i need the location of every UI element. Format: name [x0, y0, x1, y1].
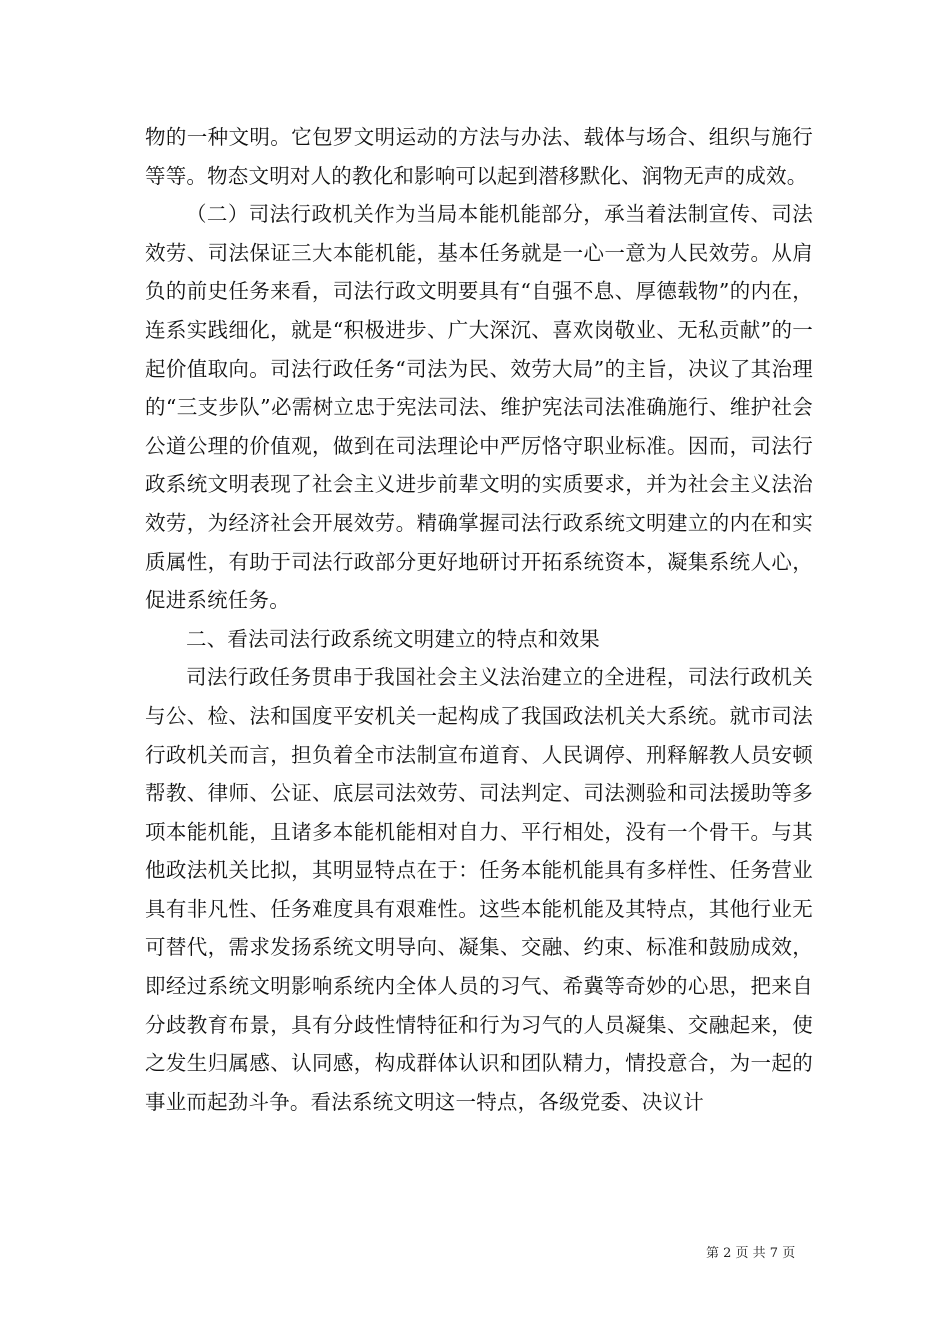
section-heading-characteristics: 二、看法司法行政系统文明建立的特点和效果 — [186, 626, 600, 651]
paragraph-continuation: 物的一种文明。它包罗文明运动的方法与办法、载体与场合、组织与施行等等。物态文明对人的教化和影响可以起到潜移默化、润物无声的成效。 — [145, 125, 813, 188]
paragraph-justice-admin-role: （二）司法行政机关作为当局本能机能部分，承当着法制宣传、司法效劳、司法保证三大本能机能，基本任务就是一心一意为人民效劳。从肩负的前史任务来看，司法行政文明要具有“自强不息、厚德载物”的内在，连系实践细化，就是“积极进步、广大深沉、喜欢岗敬业、无私贡献”的一起价值取向。司法行政任务“司法为民、效劳大局”的主旨，决议了其治理的“三支步队”必需树立忠于宪法司法、维护宪法司法准确施行、维护社会公道公理的价值观，做到在司法理论中严厉恪守职业标准。因而，司法行政系统文明表现了社会主义进步前辈文明的实质要求，并为社会主义法治效劳，为经济社会开展效劳。精确掌握司法行政系统文明建立的内在和实质属性，有助于司法行政部分更好地研讨开拓系统资本，凝集系统人心，促进系统任务。 — [145, 202, 813, 613]
paragraph-characteristics-body: 司法行政任务贯串于我国社会主义法治建立的全进程，司法行政机关与公、检、法和国度平安机关一起构成了我国政法机关大系统。就市司法行政机关而言，担负着全市法制宣布道育、人民调停、刑释解教人员安顿帮教、律师、公证、底层司法效劳、司法判定、司法测验和司法援助等多项本能机能，且诸多本能机能相对自力、平行相处，没有一个骨干。与其他政法机关比拟，其明显特点在于：任务本能机能具有多样性、任务营业具有非凡性、任务难度具有艰难性。这些本能机能及其特点，其他行业无可替代，需求发扬系统文明导向、凝集、交融、约束、标准和鼓励成效，即经过系统文明影响系统内全体人员的习气、希冀等奇妙的心思，把来自分歧教育布景，具有分歧性情特征和行为习气的人员凝集、交融起来，使之发生归属感、认同感，构成群体认识和团队精力，情投意合，为一起的事业而起劲斗争。看法系统文明这一特点，各级党委、决议计 — [145, 665, 813, 1114]
document-body — [145, 118, 813, 1121]
page-number-footer: 第 2 页 共 7 页 — [706, 1246, 796, 1261]
